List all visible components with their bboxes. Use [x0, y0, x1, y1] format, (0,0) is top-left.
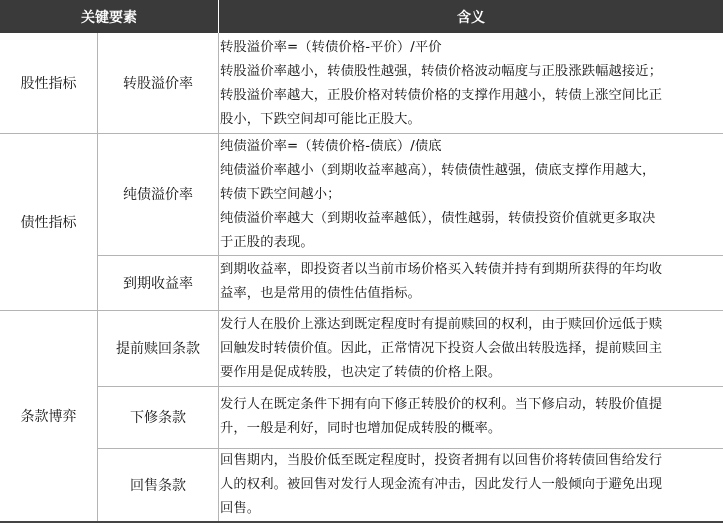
desc-line: 纯债溢价率=（转债价格-债底）/债底 [220, 139, 442, 154]
desc-line: 回售期内，当股价低至既定程度时，投资者拥有以回售价将转债回售给发行 [220, 453, 663, 468]
row-divider [0, 310, 723, 311]
key-pure-bond-premium: 纯债溢价率 [123, 187, 193, 203]
header-cell-meaning [219, 0, 723, 33]
key-downward-revision-clause: 下修条款 [130, 410, 186, 426]
row-divider [97, 448, 723, 449]
desc-line: 人的权利。被回售对发行人现金流有冲击，因此发行人一般倾向于避免出现 [220, 477, 663, 492]
header-meaning: 含义 [457, 9, 485, 26]
desc-yield-to-maturity [220, 258, 720, 306]
row-divider [97, 255, 723, 256]
group-bond-indicators: 债性指标 [20, 214, 77, 231]
desc-line: 纯债溢价率越大（到期收益率越低），债性越弱，转债投资价值就更多取决 [220, 211, 656, 226]
row-divider [0, 133, 723, 134]
desc-line: 转股溢价率=（转债价格-平价）/平价 [220, 40, 442, 55]
header-cell-key-elements [0, 0, 218, 33]
desc-line: 发行人在既定条件下拥有向下修正转股价的权利。当下修启动，转股价值提 [220, 397, 663, 412]
desc-line: 发行人在股价上涨达到既定程度时有提前赎回的权利，由于赎回价远低于赎 [220, 317, 663, 332]
desc-line: 于正股的表现。 [220, 235, 314, 250]
desc-line: 升，一般是利好，同时也增加促成转股的概率。 [220, 421, 502, 436]
desc-line: 纯债溢价率越小（到期收益率越高），转债债性越强，债底支撑作用越大， [220, 163, 656, 178]
desc-line: 要作用是促成转股，也决定了转债的价格上限。 [220, 365, 502, 380]
desc-line: 转股溢价率越小，转债股性越强，转债价格波动幅度与正股涨跌幅越接近； [220, 64, 663, 79]
group-equity-indicators: 股性指标 [20, 76, 77, 92]
desc-downward-revision-clause [220, 393, 720, 441]
key-yield-to-maturity: 到期收益率 [123, 275, 193, 292]
header-key-elements: 关键要素 [81, 9, 137, 26]
desc-line: 回触发时转债价值。因此，正常情况下投资人会做出转股选择，提前赎回主 [220, 341, 663, 356]
desc-early-redemption-clause [220, 313, 720, 385]
desc-putback-clause [220, 449, 720, 521]
desc-line: 益率，也是常用的债性估值指标。 [220, 286, 421, 301]
desc-line: 转债下跌空间越小； [220, 187, 341, 202]
key-conversion-premium: 转股溢价率 [123, 76, 193, 92]
desc-line: 转股溢价率越大，正股价格对转债价格的支撑作用越小，转债上涨空间比正 [220, 88, 663, 103]
desc-line: 到期收益率，即投资者以当前市场价格买入转债并持有到期所获得的年均收 [220, 262, 663, 277]
desc-line: 股小，下跌空间却可能比正股大。 [220, 112, 421, 127]
desc-pure-bond-premium [220, 135, 720, 255]
desc-conversion-premium [220, 36, 720, 132]
row-divider [97, 386, 723, 387]
key-early-redemption-clause: 提前赎回条款 [116, 341, 200, 357]
key-putback-clause: 回售条款 [130, 478, 186, 494]
desc-line: 回售。 [220, 501, 261, 516]
group-clause-game: 条款博弈 [20, 409, 77, 425]
